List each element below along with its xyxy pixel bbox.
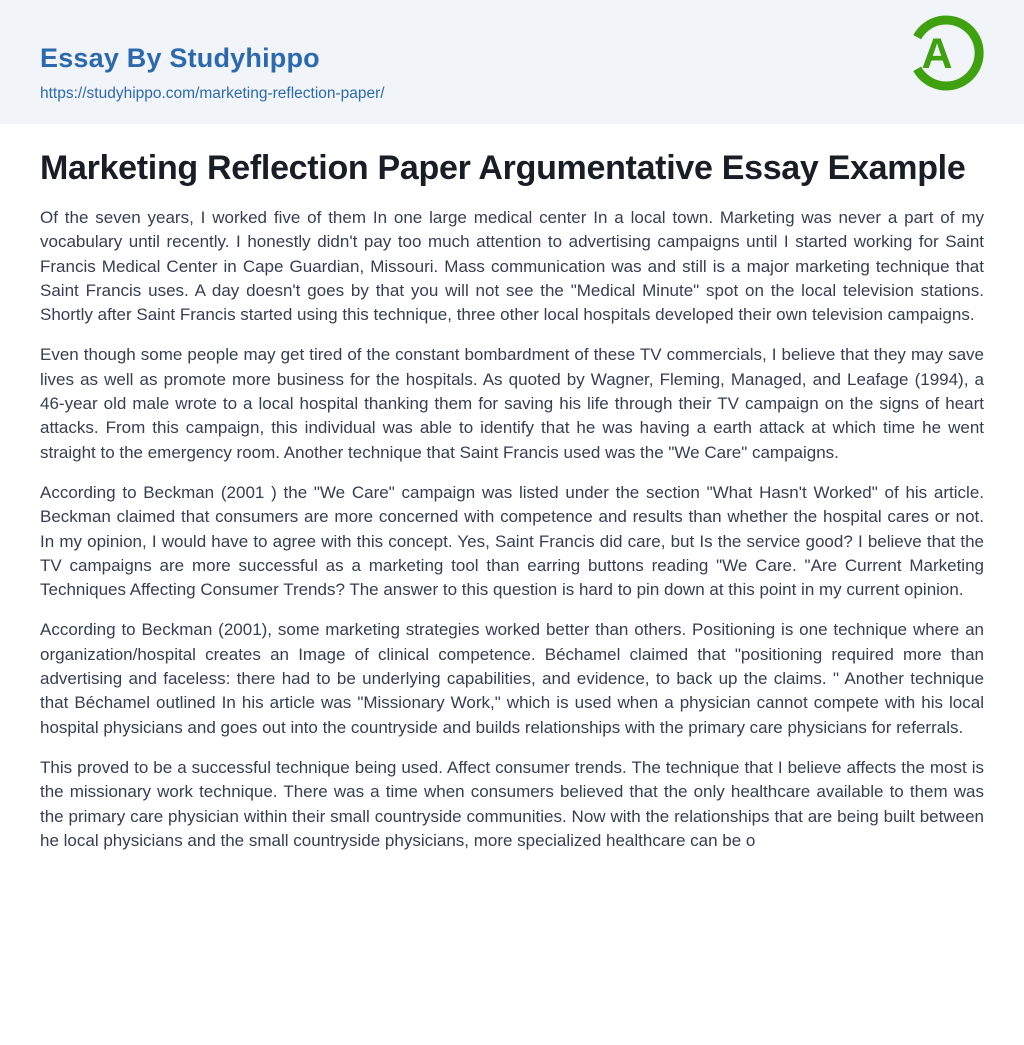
essay-paragraph-3: According to Beckman (2001 ) the "We Care" campaign was listed under the section "What Hasn't Worked" of his article. Beckman claimed that consumers are more concerned with competence and results than whether the hospital cares or not. In my opinion, I would have to agree with this concept. Yes, Saint Francis did care, but Is the service good? I believe that the TV campaigns are more successful as a marketing tool than earring buttons reading "We Care. "Are Current Marketing Techniques Affecting Consumer Trends? The answer to this question is hard to pin down at this point in my current opinion. [40, 482, 984, 600]
essay-paragraph-5: This proved to be a successful technique being used. Affect consumer trends. The technique that I believe affects the most is the missionary work technique. There was a time when consumers believed that the only healthcare available to them was the primary care physician within their small countryside communities. Now with the relationships that are being built between he local physicians and the small countryside physicians, more specialized healthcare can be o [40, 757, 984, 850]
article-content [0, 124, 1024, 853]
header-band [0, 0, 1024, 124]
page-title: Marketing Reflection Paper Argumentative Essay Example [40, 149, 966, 187]
logo-letter: A [921, 30, 953, 78]
essay-body [40, 206, 984, 853]
logo-ring-icon [906, 13, 986, 93]
essay-paragraph-4: According to Beckman (2001), some marketing strategies worked better than others. Positioning is one technique where an organization/hospital creates an Image of clinical competence. Béchamel claimed that "positioning required more than advertising and faceless: there had to be underlying capabilities, and evidence, to back up the claims. " Another technique that Béchamel outlined In his article was "Missionary Work," which is used when a physician cannot compete with his local hospital physicians and goes out into the countryside and builds relationships with the primary care physicians for referrals. [40, 620, 984, 737]
studyhippo-logo-icon [906, 13, 986, 93]
source-url-link[interactable]: https://studyhippo.com/marketing-reflection-paper/ [40, 84, 385, 102]
essay-paragraph-2: Even though some people may get tired of the constant bombardment of these TV commercials, I believe that they may save lives as well as promote more business for the hospitals. As quoted by Wagner, Fleming, Managed, and Leafage (1994), a 46-year old male wrote to a local hospital thanking them for saving his life through their TV campaign on the signs of heart attacks. From this campaign, this individual was able to identify that he was having a earth attack at which time he went straight to the emergency room. Another technique that Saint Francis used was the "We Care" campaigns. [40, 345, 984, 462]
site-title: Essay By Studyhippo [40, 43, 320, 73]
essay-paragraph-1: Of the seven years, I worked five of them In one large medical center In a local town. Marketing was never a part of my vocabulary until recently. I honestly didn't pay too much attention to advertising campaigns until I started working for Saint Francis Medical Center in Cape Guardian, Missouri. Mass communication was and still is a major marketing technique that Saint Francis uses. A day doesn't goes by that you will not see the "Medical Minute" spot on the local television stations. Shortly after Saint Francis started using this technique, three other local hospitals developed their own television campaigns. [40, 208, 984, 325]
